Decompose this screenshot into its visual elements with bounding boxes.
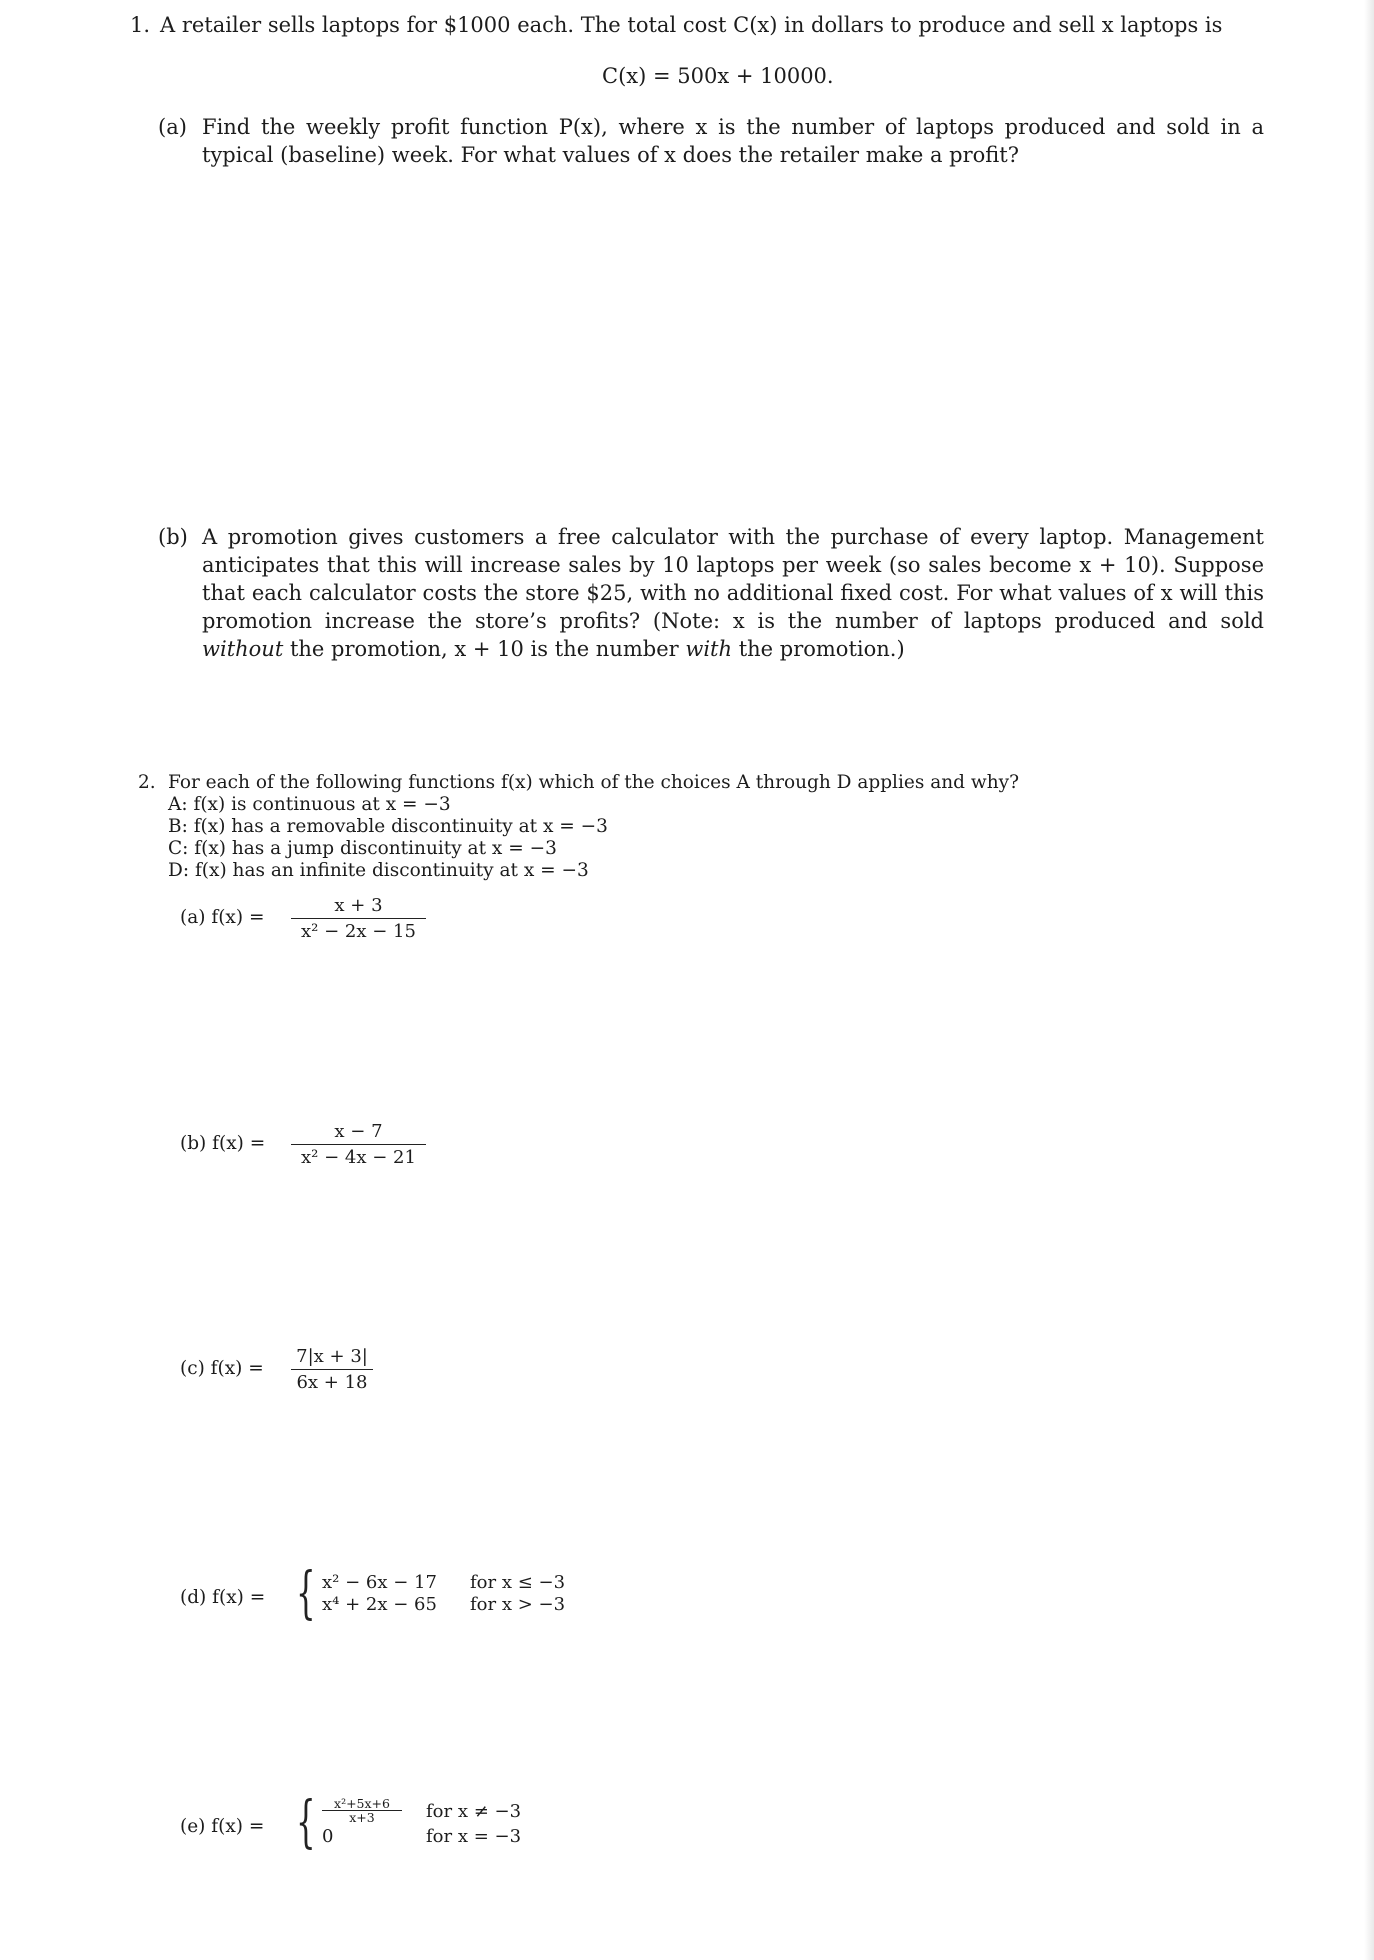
part-2d-brace: { — [296, 1561, 316, 1626]
part-2b-fraction — [291, 1121, 426, 1168]
part-2e-case-2-cond: for x = −3 — [426, 1826, 522, 1847]
part-2e-case-1-denominator: x+3 — [322, 1810, 402, 1824]
part-2c-fraction — [291, 1346, 373, 1393]
problem-1b-text-1: A promotion gives customers a free calculator with the purchase of every laptop. Management anticipates that this will increase sales by 10 laptops per week (so sales become x + 10). Suppose that each calculator costs the store $25, with no additional fixed cost. For what values of x will this promotion increase the store’s profits? (Note: x is the number of laptops produced and sold — [202, 525, 1264, 633]
part-2d-label: (d) f(x) = — [180, 1587, 266, 1608]
problem-1b-text-2: the promotion, x + 10 is the number — [289, 637, 679, 661]
choice-b: B: f(x) has a removable discontinuity at x = −3 — [168, 816, 608, 837]
part-2b-denominator: x² − 4x − 21 — [291, 1144, 426, 1168]
part-2c-denominator: 6x + 18 — [291, 1369, 373, 1393]
problem-1b-text-3: the promotion.) — [738, 637, 905, 661]
part-2b-numerator: x − 7 — [334, 1121, 383, 1142]
page-edge-shadow — [1364, 0, 1374, 1960]
choice-c: C: f(x) has a jump discontinuity at x = −3 — [168, 838, 557, 859]
problem-1a-label: (a) — [158, 115, 187, 139]
part-2d-case-1-expr: x² − 6x − 17 — [322, 1572, 437, 1593]
part-2d-case-2-cond: for x > −3 — [470, 1594, 566, 1615]
problem-1a-text: Find the weekly profit function P(x), where x is the number of laptops produced and sold in a typical (baseline) week. For what values of x does the retailer make a profit? — [202, 115, 1264, 167]
part-2c-numerator: 7|x + 3| — [296, 1346, 368, 1367]
part-2a-denominator: x² − 2x − 15 — [291, 918, 426, 942]
problem-1-intro: A retailer sells laptops for $1000 each. The total cost C(x) in dollars to produce and sell x laptops is — [160, 13, 1223, 37]
problem-1-number: 1. — [130, 13, 151, 37]
problem-1-cost-equation: C(x) = 500x + 10000. — [602, 64, 834, 88]
part-2d-case-1-cond: for x ≤ −3 — [470, 1572, 566, 1593]
choice-d: D: f(x) has an infinite discontinuity at x = −3 — [168, 860, 589, 881]
problem-2-intro: For each of the following functions f(x) which of the choices A through D applies and why? — [168, 772, 1019, 793]
part-2d-case-2-expr: x⁴ + 2x − 65 — [322, 1594, 437, 1615]
problem-1b-label: (b) — [158, 525, 188, 549]
part-2e-brace: { — [296, 1790, 316, 1855]
part-2e-case-1-cond: for x ≠ −3 — [426, 1801, 522, 1822]
part-2a-fraction — [291, 895, 426, 942]
part-2c-label: (c) f(x) = — [180, 1358, 264, 1379]
part-2e-label: (e) f(x) = — [180, 1816, 265, 1837]
part-2e-case-2-expr: 0 — [322, 1826, 334, 1847]
problem-1b-text — [202, 523, 1264, 663]
part-2e-case-1-numerator: x²+5x+6 — [334, 1796, 390, 1811]
emphasis-without: without — [202, 637, 284, 661]
part-2e-case-1-fraction — [322, 1797, 402, 1824]
part-2a-numerator: x + 3 — [334, 895, 383, 916]
part-2b-label: (b) f(x) = — [180, 1133, 266, 1154]
problem-2-number: 2. — [138, 772, 156, 793]
part-2a-label: (a) f(x) = — [180, 907, 265, 928]
choice-a: A: f(x) is continuous at x = −3 — [168, 794, 451, 815]
emphasis-with: with — [685, 637, 733, 661]
